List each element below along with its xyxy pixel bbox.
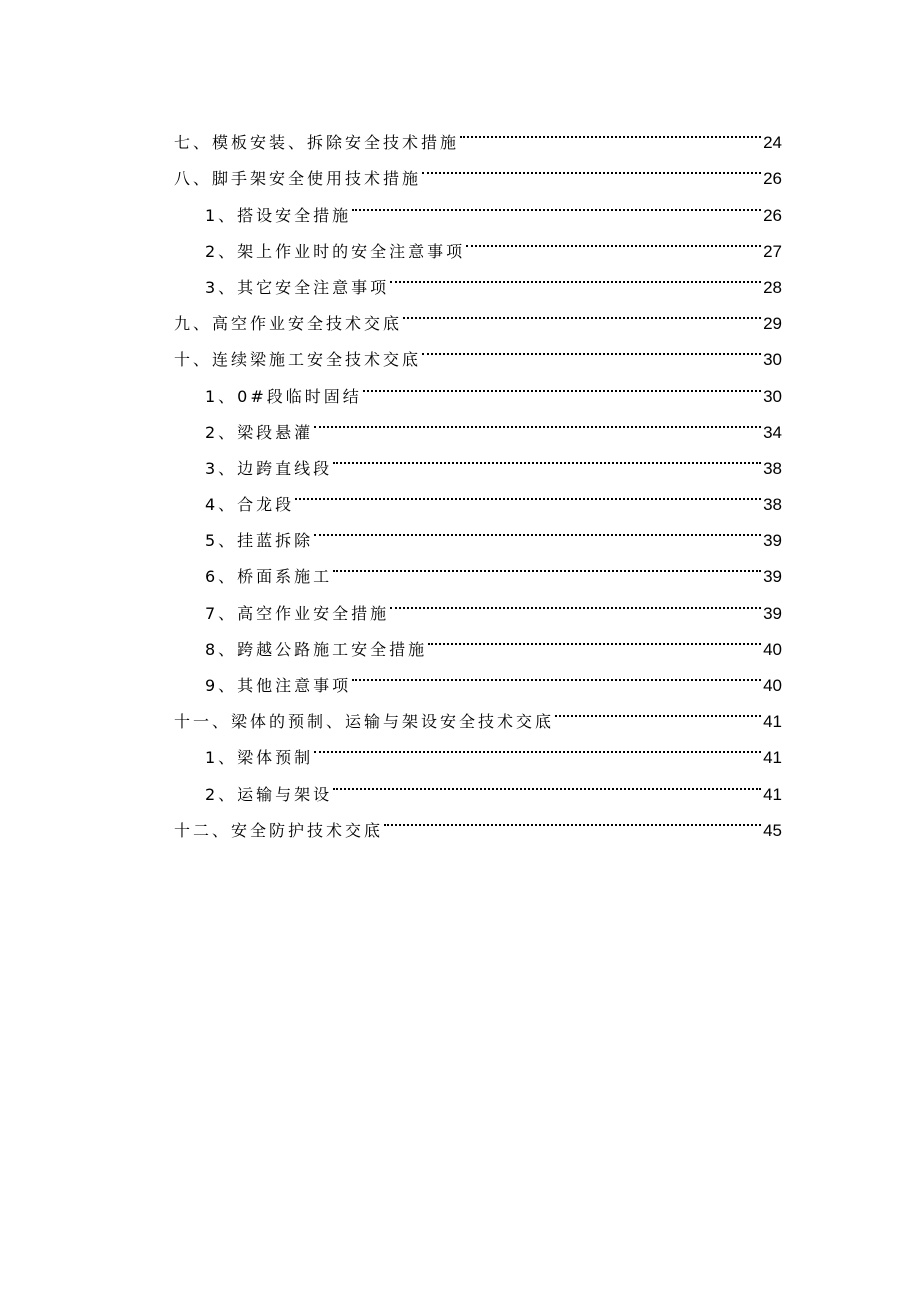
toc-dot-leader	[555, 691, 761, 727]
toc-page-number: 27	[763, 241, 782, 261]
toc-entry-title: 七、模板安装、拆除安全技术措施	[174, 133, 460, 153]
toc-page-number: 24	[763, 133, 782, 153]
table-of-contents	[174, 112, 782, 840]
toc-dot-leader	[466, 221, 761, 257]
toc-entry-title: 1、梁体预制	[205, 748, 314, 768]
toc-dot-leader	[352, 184, 761, 220]
toc-dot-leader	[314, 510, 761, 546]
toc-page-number: 40	[763, 676, 782, 695]
toc-page-number: 39	[763, 531, 782, 551]
toc-page-number: 41	[763, 748, 782, 768]
toc-entry-title: 十、连续梁施工安全技术交底	[174, 350, 422, 370]
toc-entry-title: 2、梁段悬灌	[205, 422, 314, 442]
toc-dot-leader	[333, 763, 761, 799]
toc-page-number: 30	[763, 350, 782, 370]
toc-dot-leader	[460, 112, 761, 148]
toc-entry-seven[interactable]	[174, 112, 782, 153]
toc-entry-title: 4、合龙段	[205, 495, 295, 515]
toc-dot-leader	[428, 619, 761, 655]
toc-page-number: 39	[763, 603, 782, 623]
toc-entry-title: 6、桥面系施工	[205, 567, 333, 587]
toc-dot-leader	[422, 148, 761, 184]
toc-entry-title: 5、挂蓝拆除	[205, 531, 314, 551]
toc-page-number: 40	[763, 639, 782, 659]
toc-dot-leader	[352, 655, 761, 691]
toc-dot-leader	[314, 727, 761, 763]
toc-page-number: 34	[763, 422, 782, 442]
toc-entry-title: 1、搭设安全措施	[205, 205, 352, 225]
toc-entry-title: 2、架上作业时的安全注意事项	[205, 241, 466, 261]
toc-dot-leader	[314, 402, 761, 438]
toc-entry-title: 1、0#段临时固结	[205, 386, 362, 406]
toc-entry-title: 9、其他注意事项	[205, 676, 352, 695]
toc-entry-title: 8、跨越公路施工安全措施	[205, 639, 428, 659]
toc-dot-leader	[363, 365, 761, 401]
toc-dot-leader	[384, 800, 761, 836]
toc-entry-title: 九、高空作业安全技术交底	[174, 314, 403, 334]
toc-page-number: 30	[763, 386, 782, 406]
toc-page-number: 41	[763, 712, 782, 732]
toc-page-number: 41	[763, 784, 782, 804]
toc-page-number: 29	[763, 314, 782, 334]
toc-page-number: 45	[763, 820, 782, 840]
toc-dot-leader	[295, 474, 761, 510]
toc-page-number: 26	[763, 205, 782, 225]
toc-dot-leader	[403, 293, 761, 329]
toc-entry-title: 十一、梁体的预制、运输与架设安全技术交底	[174, 712, 555, 732]
toc-page-number: 28	[763, 277, 782, 297]
toc-entry-title: 3、其它安全注意事项	[205, 277, 390, 297]
toc-entry-title: 十二、安全防护技术交底	[174, 820, 384, 840]
toc-entry-title: 7、高空作业安全措施	[205, 603, 390, 623]
toc-page-number: 38	[763, 458, 782, 478]
toc-entry-title: 3、边跨直线段	[205, 458, 333, 478]
toc-entry-title: 八、脚手架安全使用技术措施	[174, 169, 422, 189]
toc-page-number: 38	[763, 495, 782, 515]
toc-page-number: 39	[763, 567, 782, 587]
toc-entry-title: 2、运输与架设	[205, 784, 333, 804]
toc-dot-leader	[422, 329, 761, 365]
toc-dot-leader	[333, 546, 761, 582]
toc-dot-leader	[333, 438, 761, 474]
toc-page-number: 26	[763, 169, 782, 189]
toc-dot-leader	[390, 257, 761, 293]
toc-dot-leader	[390, 582, 761, 618]
